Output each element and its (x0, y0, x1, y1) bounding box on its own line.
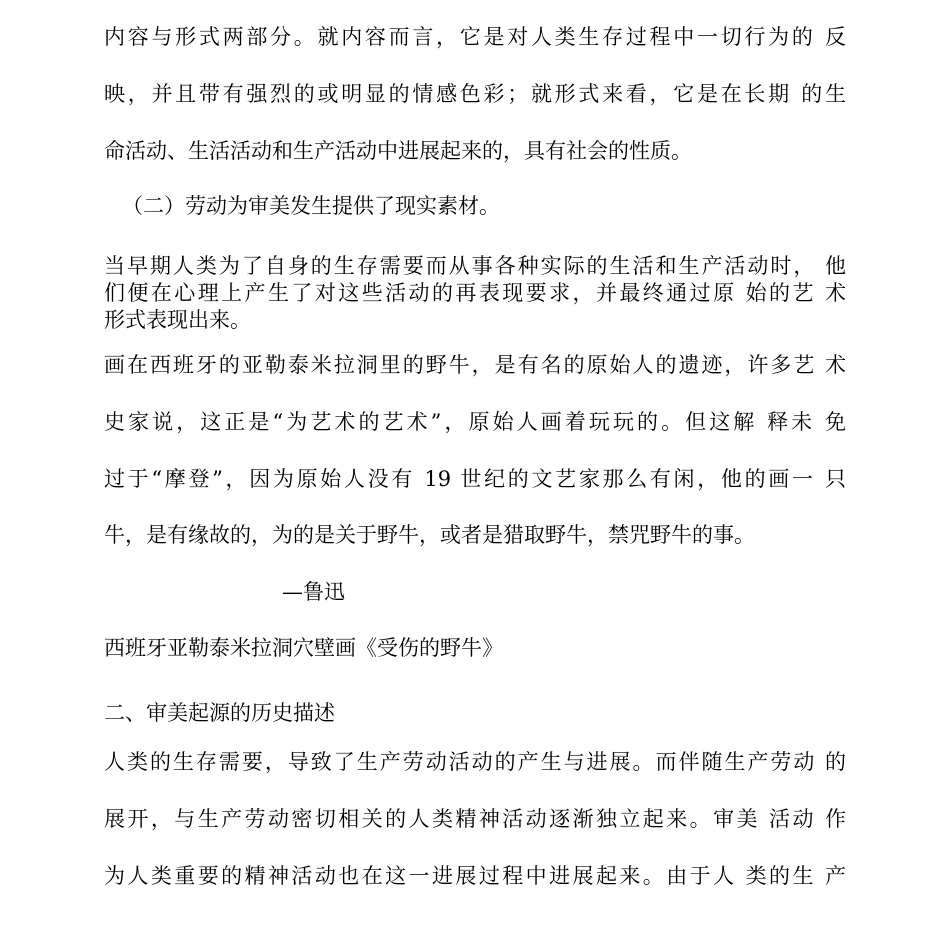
quote-line: 史家说，这正是“为艺术的艺术”，原始人画着玩玩的。但这解 释未 免 (104, 410, 846, 434)
paragraph-line: 当早期人类为了自身的生存需要而从事各种实际的生活和生产活动时， 他 (104, 254, 846, 278)
paragraph-line: 内容与形式两部分。就内容而言，它是对人类生存过程中一切行为的 反 (104, 25, 846, 49)
paragraph-line: 人类的生存需要，导致了生产劳动活动的产生与进展。而伴随生产劳动 的 (104, 750, 846, 774)
quote-line: 画在西班牙的亚勒泰米拉洞里的野牛，是有名的原始人的遗迹，许多艺 术 (104, 353, 846, 377)
paragraph-line: 为人类重要的精神活动也在这一进展过程中进展起来。由于人 类的生 产 (104, 864, 846, 888)
quote-line: 过于“摩登”，因为原始人没有 19 世纪的文艺家那么有闲，他的画一 只 (104, 467, 846, 491)
figure-caption: 西班牙亚勒泰米拉洞穴壁画《受伤的野牛》 (104, 636, 503, 660)
paragraph-line: 命活动、生活活动和生产活动中进展起来的，具有社会的性质。 (104, 139, 692, 163)
section-heading: （二）劳动为审美发生提供了现实素材。 (122, 194, 500, 218)
paragraph-line: 映，并且带有强烈的或明显的情感色彩；就形式来看，它是在长期 的生 (104, 82, 846, 106)
quote-attribution: —鲁迅 (282, 580, 345, 604)
paragraph-line: 们便在心理上产生了对这些活动的再表现要求，并最终通过原 始的艺 术 (104, 281, 846, 305)
paragraph-line: 展开，与生产劳动密切相关的人类精神活动逐渐独立起来。审美 活动 作 (104, 807, 846, 831)
section-heading: 二、审美起源的历史描述 (104, 701, 335, 725)
paragraph-line: 形式表现出来。 (104, 308, 251, 332)
quote-line: 牛，是有缘故的，为的是关于野牛，或者是猎取野牛，禁咒野牛的事。 (104, 523, 755, 547)
